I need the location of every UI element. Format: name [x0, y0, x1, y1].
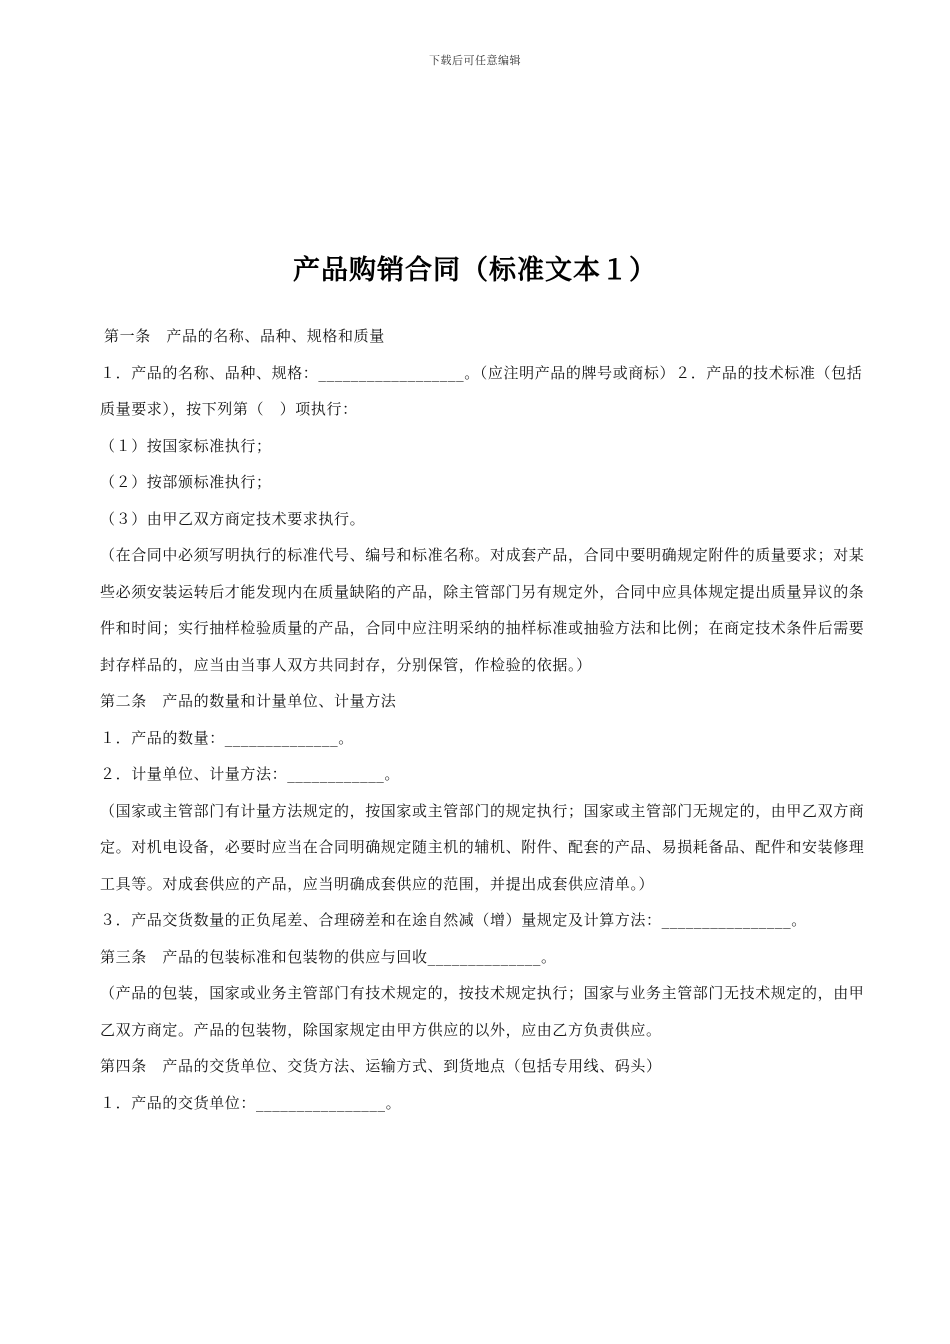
article-1-heading: 第一条 产品的名称、品种、规格和质量	[104, 327, 385, 345]
paragraph-measure-note: （国家或主管部门有计量方法规定的，按国家或主管部门的规定执行；国家或主管部门无规定的，由甲乙双方商定。对机电设备，必要时应当在合同明确规定随主机的辅机、附件、配套的产品、易损耗备品、配件和安装修理工具等。对成套供应的产品，应当明确成套供应的范围，并提出成套供应清单。）	[100, 801, 865, 893]
header-note: 下载后可任意编辑	[429, 54, 521, 67]
document-title: 产品购销合同（标准文本１）	[293, 255, 657, 286]
document-body	[100, 318, 870, 1121]
paragraph-tolerance: ３．产品交货数量的正负尾差、合理磅差和在途自然减（增）量规定及计算方法：________________。	[100, 911, 807, 929]
option-2: （２）按部颁标准执行；	[100, 473, 272, 491]
option-1: （１）按国家标准执行；	[100, 436, 272, 455]
paragraph-packaging-note: （产品的包装，国家或业务主管部门有技术规定的，按技术规定执行；国家与业务主管部门无技术规定的，由甲乙双方商定。产品的包装物，除国家规定由甲方供应的以外，应由乙方负责供应。	[100, 984, 865, 1039]
article-4-heading: 第四条 产品的交货单位、交货方法、运输方式、到货地点（包括专用线、码头）	[100, 1057, 662, 1075]
paragraph-quality-note: （在合同中必须写明执行的标准代号、编号和标准名称。对成套产品，合同中要明确规定附件的质量要求；对某些必须安装运转后才能发现内在质量缺陷的产品，除主管部门另有规定外，合同中应具体规定提出质量异议的条件和时间；实行抽样检验质量的产品，合同中应注明采纳的抽样标准或抽验方法和比例；在商定技术条件后需要封存样品的，应当由当事人双方共同封存，分别保管，作检验的依据。）	[100, 546, 865, 674]
paragraph-measure-unit: ２．计量单位、计量方法：____________。	[100, 765, 401, 783]
article-2-heading: 第二条 产品的数量和计量单位、计量方法	[100, 692, 397, 710]
paragraph-quantity: １．产品的数量：______________。	[100, 728, 354, 747]
article-3-heading: 第三条 产品的包装标准和包装物的供应与回收______________。	[100, 947, 557, 966]
option-3: （３）由甲乙双方商定技术要求执行。	[100, 509, 366, 528]
paragraph-product-spec: １．产品的名称、品种、规格：__________________。（应注明产品的牌号或商标）２．产品的技术标准（包括质量要求），按下列第（ ）项执行：	[100, 363, 863, 418]
paragraph-delivery-unit: １．产品的交货单位：________________。	[100, 1093, 402, 1112]
